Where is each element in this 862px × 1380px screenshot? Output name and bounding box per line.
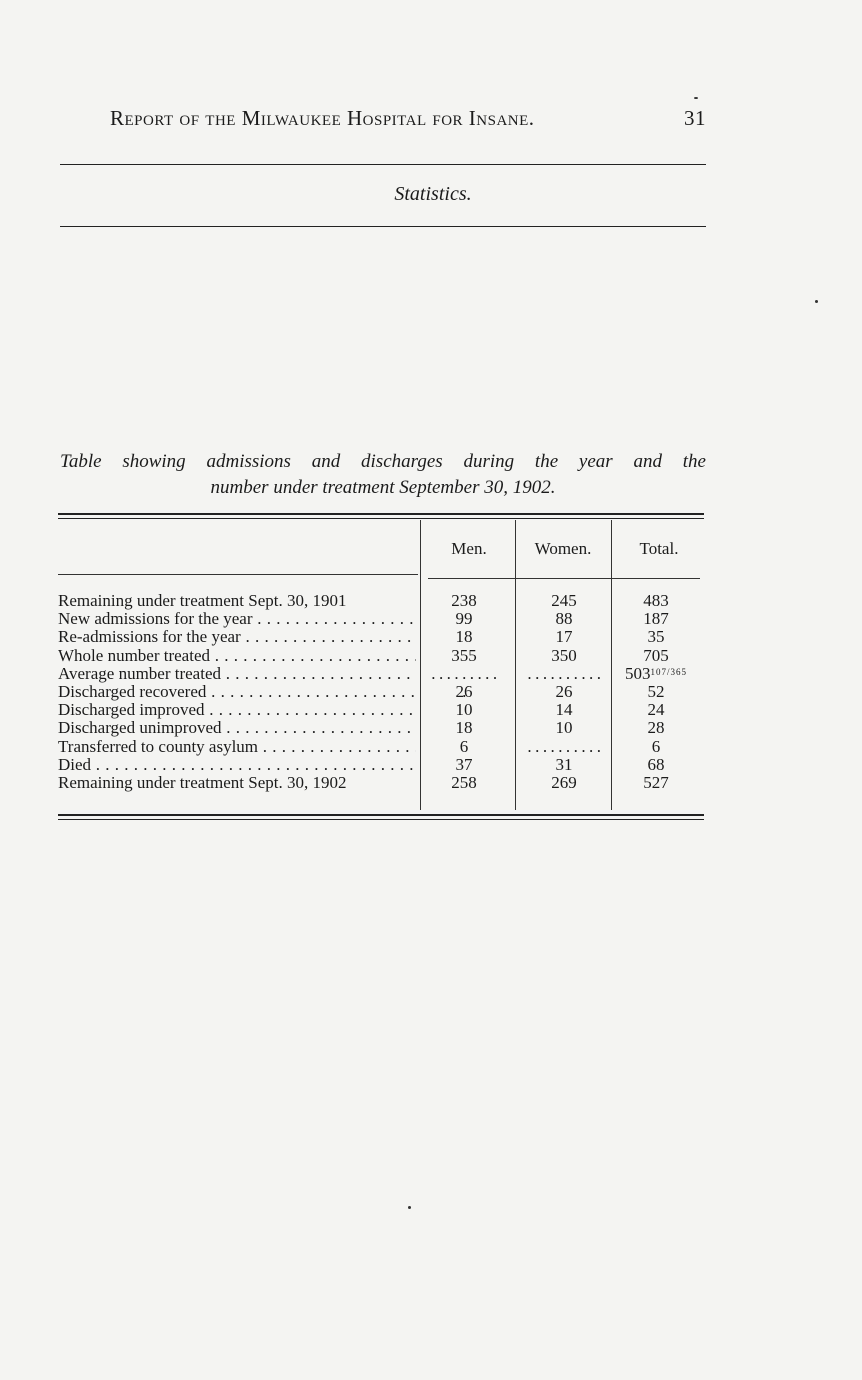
- women-value: 14: [555, 700, 573, 720]
- section-title: Statistics.: [394, 183, 472, 205]
- men-value: 99: [455, 609, 473, 629]
- total-value: 527: [643, 772, 669, 792]
- table-caption: [60, 449, 706, 501]
- table-bottom-rule: [58, 814, 704, 820]
- total-value: 24: [647, 700, 665, 720]
- women-value: 269: [551, 772, 577, 792]
- fraction-value: 107/365: [650, 666, 687, 677]
- row-label: Average number treated . . .: [58, 665, 416, 683]
- table-row: [58, 774, 708, 792]
- table-row: [58, 665, 708, 683]
- ink-speck: [815, 300, 818, 303]
- total-value: 52: [647, 681, 665, 701]
- running-head: [110, 106, 706, 131]
- ink-speck: [694, 97, 698, 99]
- column-head-rule: [428, 578, 700, 579]
- column-header-total: Total.: [639, 539, 679, 558]
- men-value: 26: [455, 681, 473, 701]
- column-header-men: Men.: [451, 539, 487, 558]
- men-value: 6: [459, 736, 469, 756]
- women-value: 88: [555, 609, 573, 629]
- women-value: 26: [555, 681, 573, 701]
- row-label: Discharged improved . . .: [58, 701, 416, 719]
- running-title: Report of the Milwaukee Hospital for Insane.: [110, 106, 535, 130]
- total-value: 483: [643, 591, 669, 610]
- table-top-rule: [58, 513, 704, 519]
- total-value: 6: [651, 736, 661, 756]
- section-rule: [60, 226, 706, 227]
- column-header-women: Women.: [534, 539, 592, 558]
- row-label: Died . . .: [58, 756, 416, 774]
- table-row: [58, 738, 708, 756]
- row-label: Remaining under treatment Sept. 30, 1901: [58, 592, 347, 610]
- row-label: Remaining under treatment Sept. 30, 1902: [58, 773, 347, 792]
- stub-head-rule: [58, 574, 418, 575]
- row-label: New admissions for the year . . .: [58, 610, 416, 628]
- table-row: [58, 647, 708, 665]
- men-value: 355: [451, 645, 477, 665]
- women-value: 245: [551, 591, 577, 610]
- table-body: [58, 592, 708, 792]
- row-label: Discharged unimproved . . .: [58, 719, 416, 737]
- table-row: [58, 610, 708, 628]
- total-value: 705: [643, 645, 669, 665]
- table-row: [58, 628, 708, 646]
- men-value: 18: [455, 718, 473, 738]
- total-value: 187: [643, 609, 669, 629]
- row-label: Whole number treated . . .: [58, 647, 416, 665]
- men-value: 18: [455, 627, 473, 647]
- page-number: 31: [684, 106, 706, 130]
- row-label: Re-admissions for the year . . .: [58, 628, 416, 646]
- row-label: Transferred to county asylum . . .: [58, 738, 416, 756]
- total-value: 68: [647, 754, 665, 774]
- women-value: 31: [555, 754, 573, 774]
- ink-speck: [408, 1206, 411, 1209]
- table-row: [58, 683, 708, 701]
- women-value: 10: [555, 718, 573, 738]
- row-label: Discharged recovered . . .: [58, 683, 416, 701]
- table-row: [58, 719, 708, 737]
- table-row: [58, 756, 708, 774]
- total-value: 35: [647, 627, 665, 647]
- women-empty-leader: [524, 738, 604, 756]
- men-value: 238: [451, 591, 477, 610]
- men-value: 37: [455, 754, 473, 774]
- header-rule: [60, 164, 706, 165]
- men-value: 258: [451, 772, 477, 792]
- total-value: 28: [647, 718, 665, 738]
- women-empty-leader: [524, 665, 604, 683]
- caption-line-2: number under treatment September 30, 1902.: [210, 477, 556, 498]
- total-value: $503^{107/365}$: [624, 663, 687, 683]
- women-value: 350: [551, 645, 577, 665]
- table-row: [58, 592, 708, 610]
- table-row: [58, 701, 708, 719]
- caption-line-1: Table showing admissions and discharges during the year and the: [60, 451, 706, 472]
- men-value: 10: [455, 700, 473, 720]
- women-value: 17: [555, 627, 573, 647]
